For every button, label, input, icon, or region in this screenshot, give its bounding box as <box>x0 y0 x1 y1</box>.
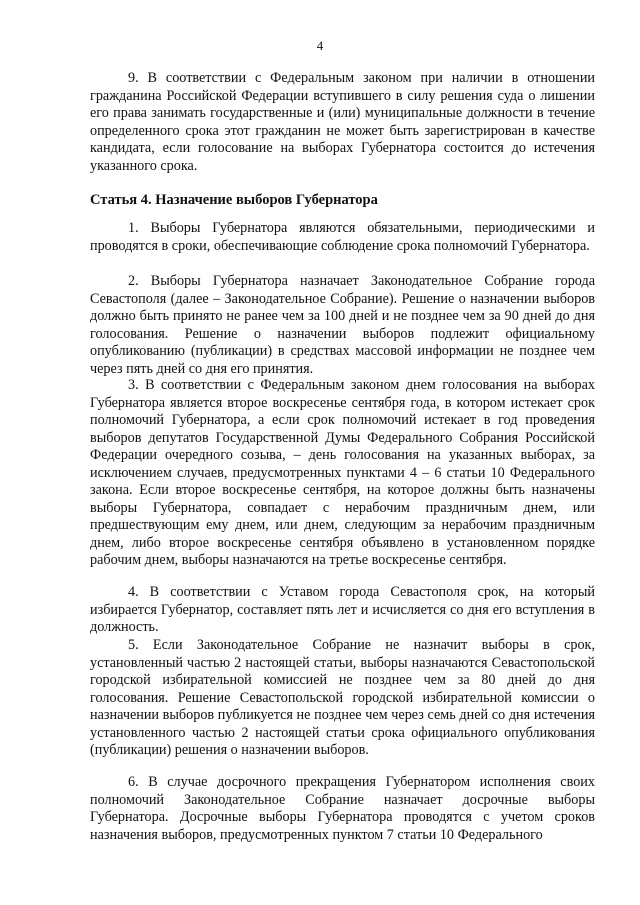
page-number: 4 <box>316 38 324 53</box>
paragraph-4: 4. В соответствии с Уставом города Севастополя срок, на который избирается Губернатор, составляет пять лет и исчисляется со дня его вступления в должность. <box>90 584 595 635</box>
paragraph-6: 6. В случае досрочного прекращения Губернатором исполнения своих полномочий Законодательное Собрание назначает досрочные выборы Губернатора. Досрочные выборы Губернатора проводятся с учетом сроков назначения выборов, предусмотренных пунктом 7 статьи 10 Федерального <box>90 774 595 843</box>
paragraph-5: 5. Если Законодательное Собрание не назначит выборы в срок, установленный частью 2 настоящей статьи, выборы назначаются Севастопольской городской избирательной комиссией не позднее чем за 80 дней до дня голосования. Решение Севастопольской городской избирательной комиссии о назначении выборов публикуется не позднее чем через семь дней со дня истечения установленного частью 2 настоящей статьи срока официального опубликования (публикации) решения о назначении выборов. <box>90 637 595 758</box>
paragraph-9: 9. В соответствии с Федеральным законом при наличии в отношении гражданина Российской Федерации вступившего в силу решения суда о лишении его права занимать государственные и (или) муниципальные должности в течение определенного срока этот гражданин не может быть зарегистрирован в качестве кандидата, если голосование на выборах Губернатора состоится до истечения указанного срока. <box>90 70 595 174</box>
article-heading: Статья 4. Назначение выборов Губернатора <box>90 192 378 208</box>
paragraph-3: 3. В соответствии с Федеральным законом днем голосования на выборах Губернатора является второе воскресенье сентября года, в котором истекает срок полномочий Губернатора, а если срок полномочий истекает в год проведения выборов депутатов Государственной Думы Федерального Собрания Российской Федерации очередного созыва, – день голосования на указанных выборах, за исключением случаев, предусмотренных пунктами 4 – 6 статьи 10 Федерального закона. Если второе воскресенье сентября, на которое должны быть назначены выборы Губернатора, совпадает с нерабочим праздничным днем, или предшествующим ему днем, или днем, следующим за нерабочим праздничным днем, либо второе воскресенье сентября объявлено в установленном порядке рабочим днем, выборы назначаются на третье воскресенье сентября. <box>90 377 595 568</box>
paragraph-1: 1. Выборы Губернатора являются обязательными, периодическими и проводятся в сроки, обеспечивающие соблюдение срока полномочий Губернатора. <box>90 220 595 254</box>
paragraph-2: 2. Выборы Губернатора назначает Законодательное Собрание города Севастополя (далее – Законодательное Собрание). Решение о назначении выборов должно быть принято не ранее чем за 100 дней и не позднее чем за 90 дней до дня голосования. Решение о назначении выборов подлежит официальному опубликованию (публикации) в средствах массовой информации не позднее чем через пять дней со дня его принятия. <box>90 273 595 377</box>
